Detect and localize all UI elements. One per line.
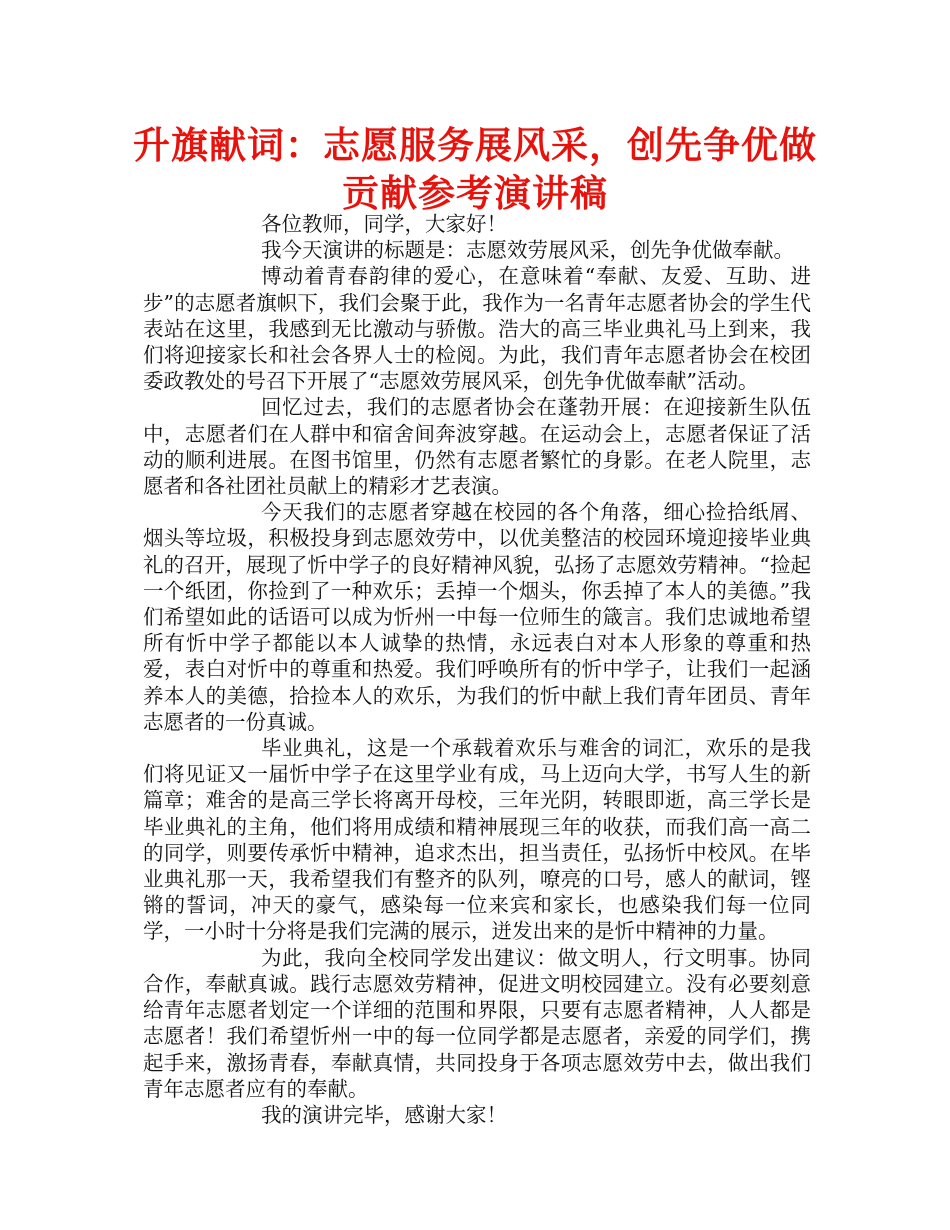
paragraph-greeting: 各位教师，同学，大家好！	[261, 212, 507, 236]
paragraph-topic: 我今天演讲的标题是：志愿效劳展风采，创先争优做奉献。	[261, 238, 794, 263]
document-title: 升旗献词：志愿服务展风采，创先争优做贡献参考演讲稿	[133, 124, 817, 215]
paragraph-today: 今天我们的志愿者穿越在校园的各个角落，细心捡拾纸屑、烟头等垃圾，积极投身到志愿效劳中，以优美整洁的校园环境迎接毕业典礼的召开，展现了忻中学子的良好精神风貌，弘扬了志愿效劳精神。“捡起一个纸团，你捡到了一种欢乐；丢掉一个烟头，你丢掉了本人的美德。”我们希望如此的话语可以成为忻州一中每一位师生的箴言。我们忠诚地希望所有忻中学子都能以本人诚挚的热情，永远表白对本人形象的尊重和热爱，表白对忻中的尊重和热爱。我们呼唤所有的忻中学子，让我们一起涵养本人的美德，拾捡本人的欢乐，为我们的忻中献上我们青年团员、青年志愿者的一份真诚。	[143, 500, 811, 734]
paragraph-graduation: 毕业典礼，这是一个承载着欢乐与难舍的词汇，欢乐的是我们将见证又一届忻中学子在这里学业有成，马上迈向大学，书写人生的新篇章；难舍的是高三学长将离开母校，三年光阴，转眼即逝，高三学长是毕业典礼的主角，他们将用成绩和精神展现三年的收获，而我们高一高二的同学，则要传承忻中精神，追求杰出，担当责任，弘扬忻中校风。在毕业典礼那一天，我希望我们有整齐的队列，嘹亮的口号，感人的献词，铿锵的誓词，冲天的豪气，感染每一位来宾和家长，也感染我们每一位同学，一小时十分将是我们完满的展示，迸发出来的是忻中精神的力量。	[143, 736, 811, 944]
paragraph-intro: 博动着青春韵律的爱心，在意味着“奉献、友爱、互助、进步”的志愿者旗帜下，我们会聚于此，我作为一名青年志愿者协会的学生代表站在这里，我感到无比激动与骄傲。浩大的高三毕业典礼马上到来，我们将迎接家长和社会各界人士的检阅。为此，我们青年志愿者协会在校团委政教处的号召下开展了“志愿效劳展风采，创先争优做奉献”活动。	[143, 264, 811, 394]
document-body	[143, 211, 811, 1128]
paragraph-proposal: 为此，我向全校同学发出建议：做文明人，行文明事。协同合作，奉献真诚。践行志愿效劳精神，促进文明校园建立。没有必要刻意给青年志愿者划定一个详细的范围和界限，只要有志愿者精神，人人都是志愿者！我们希望忻州一中的每一位同学都是志愿者，亲爱的同学们，携起手来，激扬青春，奉献真情，共同投身于各项志愿效劳中去，做出我们青年志愿者应有的奉献。	[143, 945, 811, 1101]
paragraph-review: 回忆过去，我们的志愿者协会在蓬勃开展：在迎接新生队伍中，志愿者们在人群中和宿舍间奔波穿越。在运动会上，志愿者保证了活动的顺利进展。在图书馆里，仍然有志愿者繁忙的身影。在老人院里，志愿者和各社团社员献上的精彩才艺表演。	[143, 395, 811, 499]
paragraph-closing: 我的演讲完毕，感谢大家！	[261, 1102, 507, 1127]
